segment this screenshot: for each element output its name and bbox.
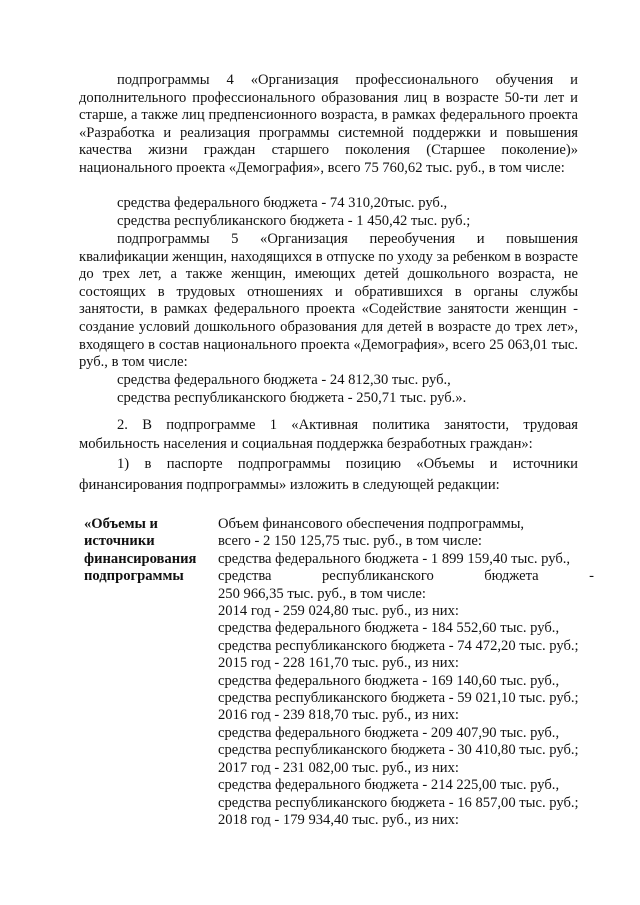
value-line-justified	[218, 568, 594, 585]
value-line: средства федерального бюджета - 184 552,60 тыс. руб.,	[218, 620, 560, 637]
paragraph-item-2: 2. В подпрограмме 1 «Активная политика занятости, трудовая мобильность населения и социальная поддержка безработных граждан»:	[79, 417, 578, 452]
value-line: средства федерального бюджета - 209 407,90 тыс. руб.,	[218, 724, 560, 741]
value-line: Объем финансового обеспечения подпрограммы,	[218, 516, 525, 532]
value-line: средства федерального бюджета - 1 899 159,40 тыс. руб.,	[218, 550, 571, 567]
subprogram-5-federal-funds: средства федерального бюджета - 24 812,30 тыс. руб.,	[117, 372, 451, 388]
value-line: средства федерального бюджета - 169 140,60 тыс. руб.,	[218, 672, 560, 689]
label-line: подпрограммы	[84, 568, 184, 585]
value-line: средства федерального бюджета - 214 225,00 тыс. руб.,	[218, 777, 560, 794]
value-line: средства республиканского бюджета - 16 857,00 тыс. руб.;	[218, 794, 579, 811]
funding-table-label	[84, 516, 209, 586]
subprogram-5-republican-funds: средства республиканского бюджета - 250,71 тыс. руб.».	[117, 390, 467, 406]
funding-table-value	[218, 516, 594, 829]
value-line: 250 966,35 тыс. руб., в том числе:	[218, 585, 426, 602]
value-line: средства республиканского бюджета - 74 472,20 тыс. руб.;	[218, 637, 579, 654]
paragraph-item-2-1: 1) в паспорте подпрограммы позицию «Объемы и источники финансирования подпрограммы» изложить в следующей редакции:	[79, 456, 578, 493]
paragraph-subprogram-4: подпрограммы 4 «Организация профессионального обучения и дополнительного профессионального образования лиц в возрасте 50-ти лет и старше, а также лиц предпенсионного возраста, в рамках федерального проекта «Разработка и реализация программы системной поддержки и повышения качества жизни граждан старшего поколения (Старшее поколение)» национального проекта «Демография», всего 75 760,62 тыс. руб., в том числе:	[79, 72, 578, 176]
paragraph-subprogram-5: подпрограммы 5 «Организация переобучения и повышения квалификации женщин, находящихся в отпуске по уходу за ребенком в возрасте до трех лет, а также женщин, имеющих детей дошкольного возраста, не состоящих в трудовых отношениях и обратившихся в органы службы занятости, в рамках федерального проекта «Содействие занятости женщин - создание условий дошкольного образования для детей в возрасте до трех лет», входящего в состав национального проекта «Демография», всего 25 063,01 тыс. руб., в том числе:	[79, 231, 578, 371]
label-line: источники	[84, 533, 155, 550]
subprogram-4-republican-funds: средства республиканского бюджета - 1 450,42 тыс. руб.;	[117, 213, 471, 229]
label-line: финансирования	[84, 550, 197, 567]
year-2018-total: 2018 год - 179 934,40 тыс. руб., из них:	[218, 811, 459, 828]
year-2016-total: 2016 год - 239 818,70 тыс. руб., из них:	[218, 707, 459, 724]
word: -	[589, 568, 594, 585]
year-2017-total: 2017 год - 231 082,00 тыс. руб., из них:	[218, 759, 459, 776]
word: бюджета	[484, 568, 539, 585]
subprogram-4-federal-funds: средства федерального бюджета - 74 310,20тыс. руб.,	[117, 195, 448, 211]
word: средства	[218, 568, 272, 585]
year-2015-total: 2015 год - 228 161,70 тыс. руб., из них:	[218, 655, 459, 672]
value-line: средства республиканского бюджета - 30 410,80 тыс. руб.;	[218, 742, 579, 759]
word: республиканского	[321, 568, 434, 585]
year-2014-total: 2014 год - 259 024,80 тыс. руб., из них:	[218, 603, 459, 620]
label-line: «Объемы и	[84, 516, 158, 532]
value-line: всего - 2 150 125,75 тыс. руб., в том числе:	[218, 533, 482, 550]
value-line: средства республиканского бюджета - 59 021,10 тыс. руб.;	[218, 690, 579, 707]
